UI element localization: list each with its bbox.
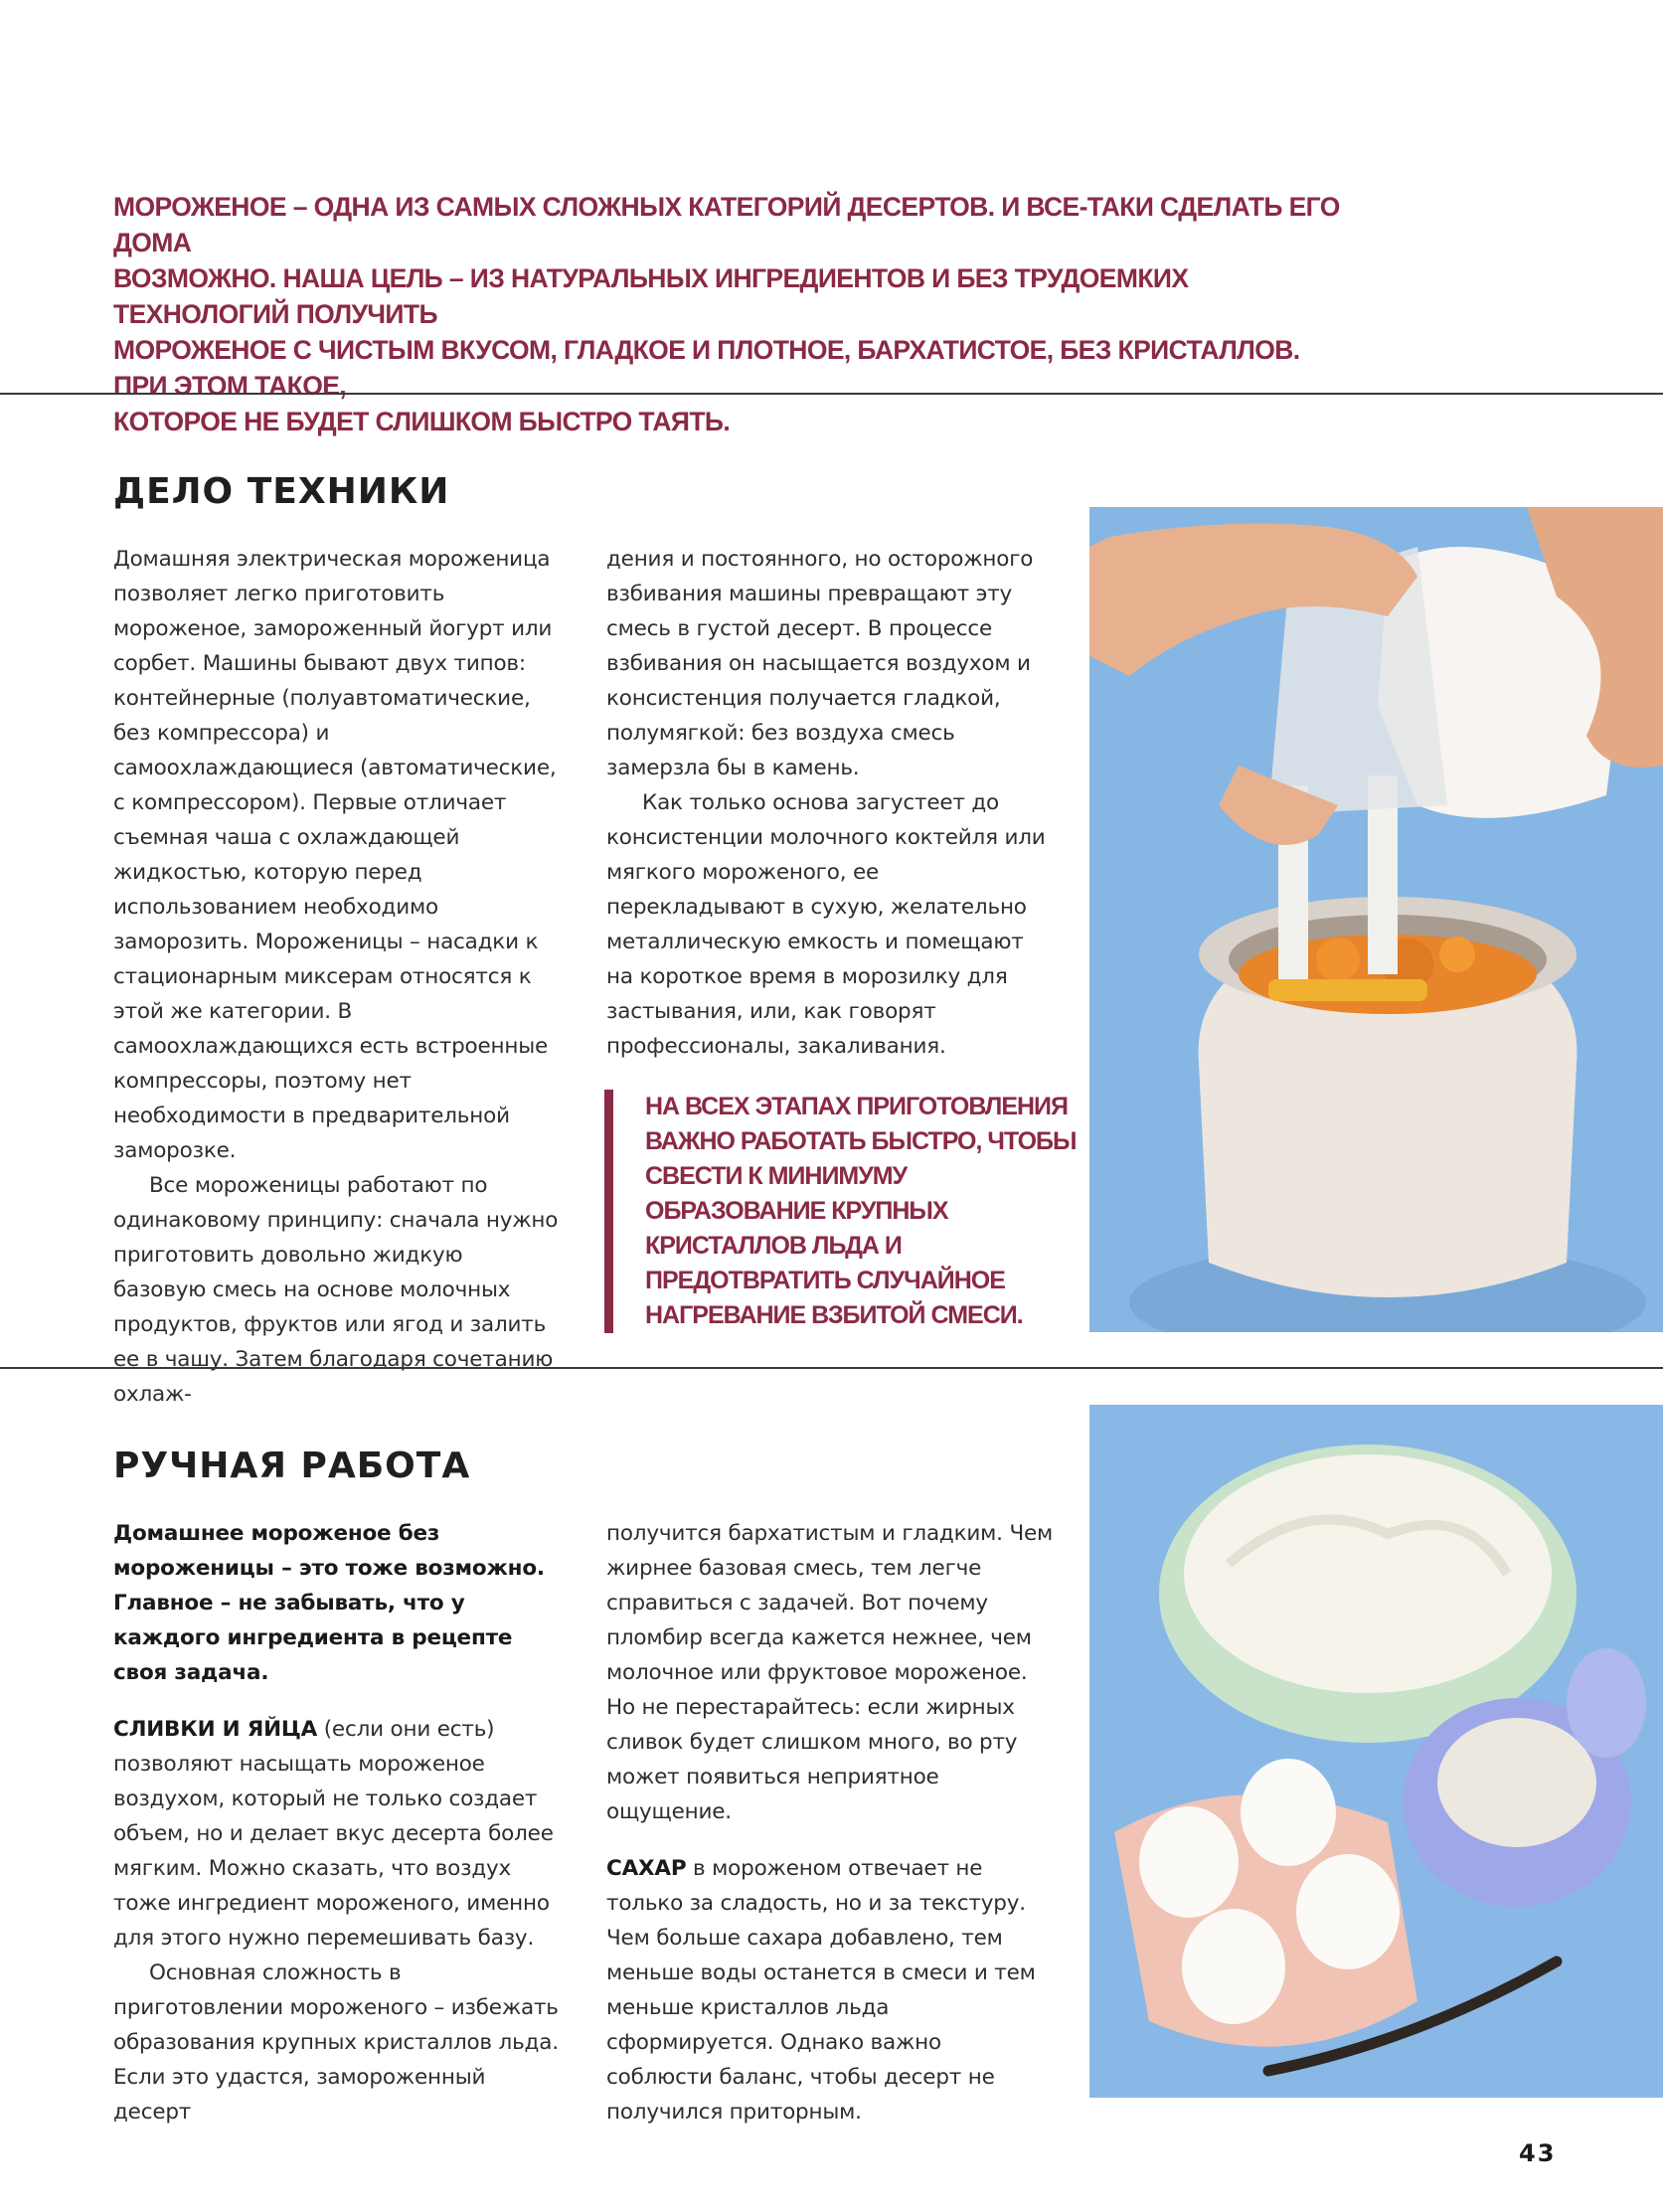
- paragraph: [606, 1851, 1054, 2129]
- intro-text: [113, 189, 1346, 439]
- paragraph: дения и постоянного, но осторожного взбивания машины превращают эту смесь в густой десерт. В процессе взбивания он насыщается воздухом и консистенция получается гладкой, полумягкой: без воздуха смесь замерзла бы в камень.: [606, 547, 1034, 780]
- lead-paragraph: Домашнее мороженое без мороженицы – это тоже возможно. Главное – не забывать, что у каждого ингредиента в рецепте своя задача.: [113, 1521, 545, 1685]
- section1-column-1: [113, 542, 561, 1412]
- divider-middle: [0, 1367, 1663, 1369]
- ingredients-photo: [1089, 1405, 1663, 2098]
- paragraph: Основная сложность в приготовлении мороженого – избежать образования крупных кристаллов льда. Если это удастся, замороженный десерт: [113, 1960, 559, 2125]
- section-heading-technique: ДЕЛО ТЕХНИКИ: [113, 471, 450, 512]
- intro-line: КОТОРОЕ НЕ БУДЕТ СЛИШКОМ БЫСТРО ТАЯТЬ.: [113, 407, 731, 436]
- intro-line: ВОЗМОЖНО. НАША ЦЕЛЬ – ИЗ НАТУРАЛЬНЫХ ИНГРЕДИЕНТОВ И БЕЗ ТРУДОЕМКИХ ТЕХНОЛОГИЙ ПОЛУЧИТЬ: [113, 263, 1189, 329]
- section1-column-2: [606, 542, 1054, 1064]
- ice-cream-maker-image: [1089, 507, 1663, 1332]
- term-sugar: САХАР: [606, 1856, 687, 1881]
- paragraph: [113, 1712, 561, 1956]
- intro-line: МОРОЖЕНОЕ – ОДНА ИЗ САМЫХ СЛОЖНЫХ КАТЕГОРИЙ ДЕСЕРТОВ. И ВСЕ-ТАКИ СДЕЛАТЬ ЕГО ДОМА: [113, 192, 1340, 257]
- divider-top: [0, 393, 1663, 395]
- paragraph-text: (если они есть) позволяют насыщать мороженое воздухом, который не только создает объем, но и делает вкус десерта более мягким. Можно сказать, что воздух тоже ингредиент мороженого, именно для этого нужно перемешивать базу.: [113, 1717, 554, 1951]
- page-number: 43: [1519, 2139, 1557, 2167]
- section2-column-1: [113, 1516, 561, 2129]
- ice-cream-maker-photo: [1089, 507, 1663, 1332]
- section-heading-handwork: РУЧНАЯ РАБОТА: [113, 1446, 471, 1486]
- paragraph-text: в мороженом отвечает не только за сладость, но и за текстуру. Чем больше сахара добавлено, тем меньше воды останется в смеси и тем меньше кристаллов льда сформируется. Однако важно соблюсти баланс, чтобы десерт не получился приторным.: [606, 1856, 1036, 2125]
- section2-column-2: [606, 1516, 1054, 2129]
- intro-line: МОРОЖЕНОЕ С ЧИСТЫМ ВКУСОМ, ГЛАДКОЕ И ПЛОТНОЕ, БАРХАТИСТОЕ, БЕЗ КРИСТАЛЛОВ. ПРИ ЭТОМ ТАКОЕ,: [113, 335, 1300, 401]
- pullquote: НА ВСЕХ ЭТАПАХ ПРИГОТОВЛЕНИЯ ВАЖНО РАБОТАТЬ БЫСТРО, ЧТОБЫ СВЕСТИ К МИНИМУМУ ОБРАЗОВАНИЕ КРУПНЫХ КРИСТАЛЛОВ ЛЬДА И ПРЕДОТВРАТИТЬ СЛУЧАЙНОЕ НАГРЕВАНИЕ ВЗБИТОЙ СМЕСИ.: [604, 1090, 1082, 1333]
- ingredients-image: [1089, 1405, 1663, 2098]
- paragraph: Как только основа загустеет до консистенции молочного коктейля или мягкого мороженого, ее перекладывают в сухую, желательно металлическую емкость и помещают на короткое время в морозилку для застывания, или, как говорят профессионалы, закаливания.: [606, 790, 1046, 1059]
- paragraph: Домашняя электрическая мороженица позволяет легко приготовить мороженое, замороженный йогурт или сорбет. Машины бывают двух типов: контейнерные (полуавтоматические, без компрессора) и самоохлаждающиеся (автоматические, с компрессором). Первые отличает съемная чаша с охлаждающей жидкостью, которую перед использованием необходимо заморозить. Мороженицы – насадки к стационарным миксерам относятся к этой же категории. В самоохлаждающихся есть встроенные компрессоры, поэтому нет необходимости в предварительной заморозке.: [113, 547, 557, 1163]
- paragraph: Все мороженицы работают по одинаковому принципу: сначала нужно приготовить довольно жидкую базовую смесь на основе молочных продуктов, фруктов или ягод и залить ее в чашу. Затем благодаря сочетанию охлаж-: [113, 1173, 559, 1407]
- paragraph: получится бархатистым и гладким. Чем жирнее базовая смесь, тем легче справиться с задачей. Вот почему пломбир всегда кажется нежнее, чем молочное или фруктовое мороженое. Но не перестарайтесь: если жирных сливок будет слишком много, во рту может появиться неприятное ощущение.: [606, 1521, 1054, 1824]
- term-cream-eggs: СЛИВКИ И ЯЙЦА: [113, 1717, 318, 1742]
